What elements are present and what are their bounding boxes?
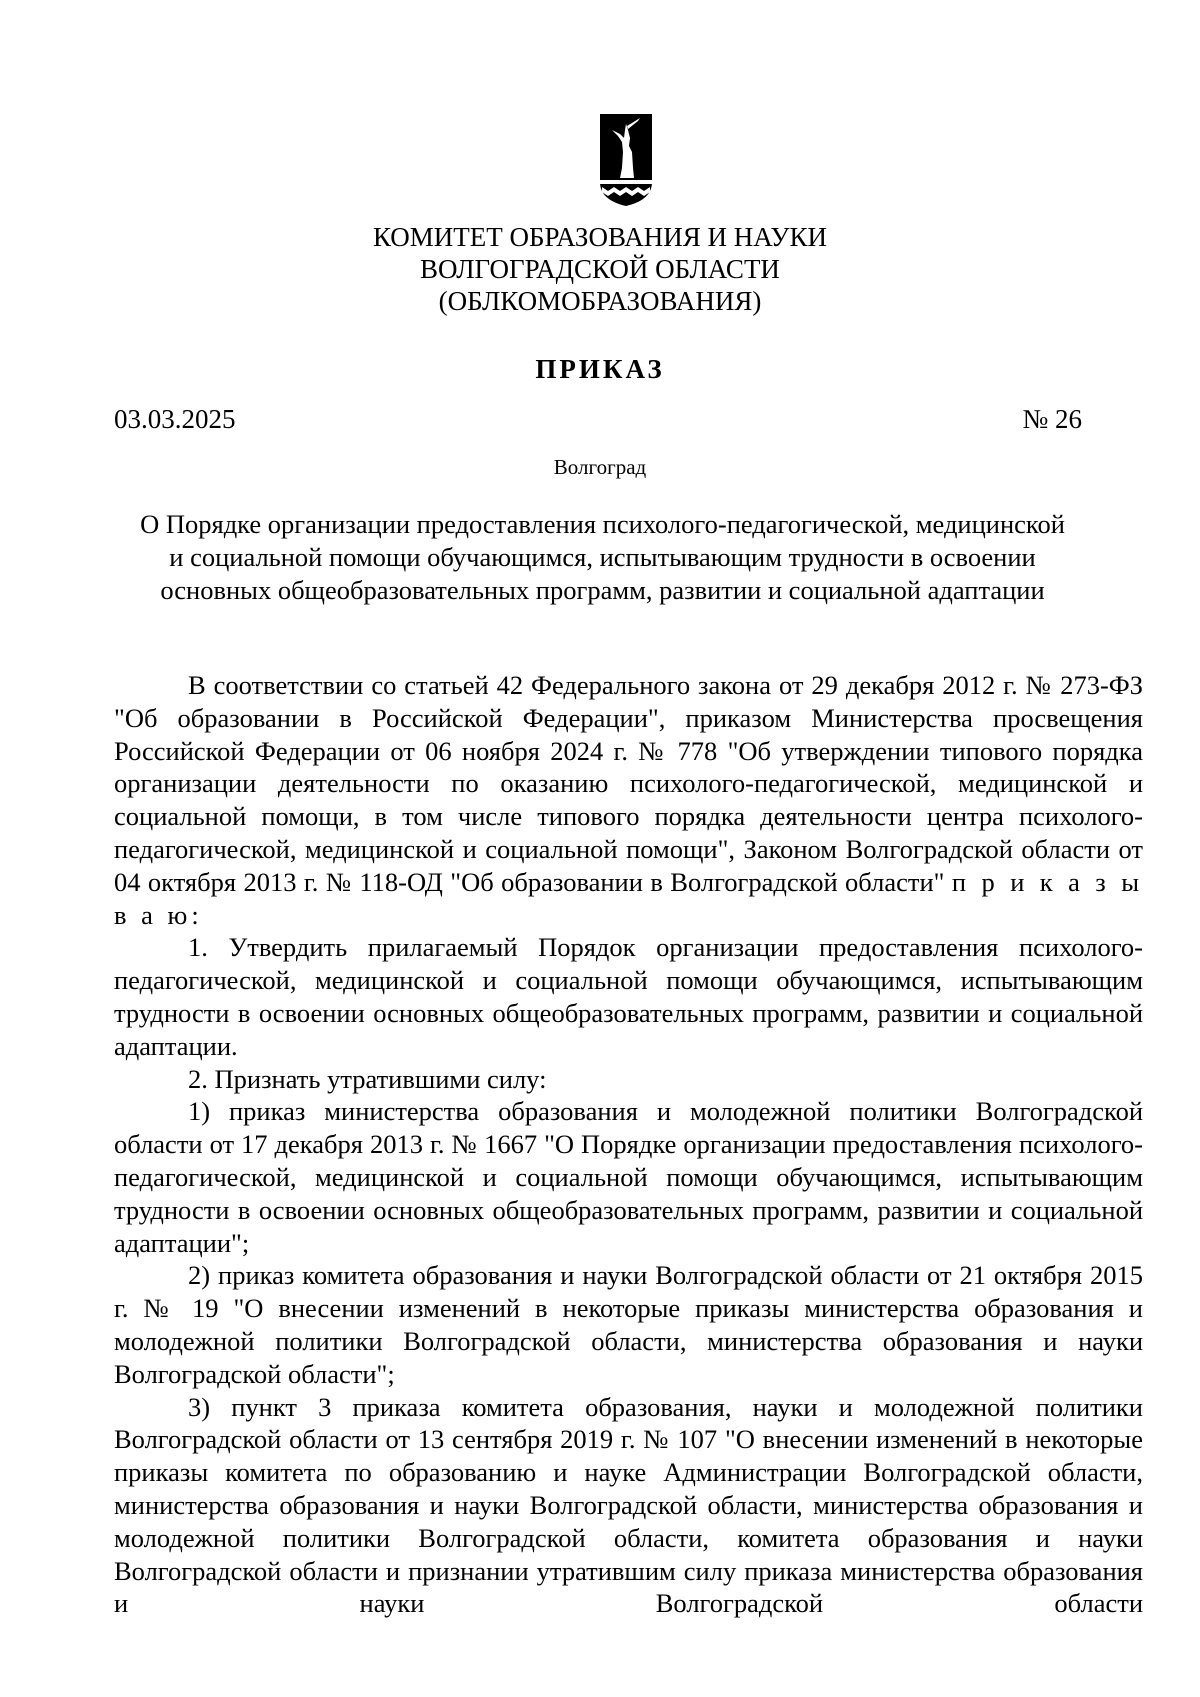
- volgograd-coat-of-arms-icon: [598, 112, 654, 208]
- subject-line-1: О Порядке организации предоставления психолого-педагогической, медицинской: [140, 509, 1065, 539]
- organization-name: [0, 221, 1200, 317]
- preamble-paragraph: [114, 669, 1143, 931]
- order-date: 03.03.2025: [114, 404, 236, 434]
- org-line-3: (ОБЛКОМОБРАЗОВАНИЯ): [438, 286, 762, 316]
- sub-item-1-paragraph: 1) приказ министерства образования и молодежной политики Волгоградской области от 17 декабря 2013 г. № 1667 "О Порядке организации предоставления психолого-педагогической, медицинской и социальной помощи обучающимся, испытывающим трудности в освоении основных общеобразовательных программ, развитии и социальной адаптации";: [114, 1096, 1143, 1258]
- preamble-text: В соответствии со статьей 42 Федерального закона от 29 декабря 2012 г. № 273-ФЗ "Об образовании в Российской Федерации", приказом Министерства просвещения Российской Федерации от 06 ноября 2024 г. № 778 "Об утверждении типового порядка организации деятельности по оказанию психолого-педагогической, медицинской и социальной помощи, в том числе типового порядка деятельности центра психолого-педагогической, медицинской и социальной помощи", Законом Волгоградской области от 04 октября 2013 г. № 118-ОД "Об образовании в Волгоградской области": [114, 670, 1143, 897]
- org-line-1: КОМИТЕТ ОБРАЗОВАНИЯ И НАУКИ: [372, 222, 828, 252]
- org-line-2: ВОЛГОГРАДСКОЙ ОБЛАСТИ: [420, 254, 780, 284]
- item-1-paragraph: 1. Утвердить прилагаемый Порядок организации предоставления психолого-педагогической, медицинской и социальной помощи обучающимся, испытывающим трудности в освоении основных общеобразовательных программ, развитии и социальной адаптации.: [114, 932, 1143, 1061]
- document-type-title: ПРИКАЗ: [535, 354, 665, 384]
- subject-line-2: и социальной помощи обучающимся, испытывающим трудности в освоении: [169, 542, 1036, 572]
- order-number: № 26: [1022, 404, 1082, 434]
- order-subject: [110, 508, 1095, 607]
- city-name: Волгоград: [553, 455, 647, 479]
- subject-line-3: основных общеобразовательных программ, развитии и социальной адаптации: [160, 575, 1045, 605]
- order-body: [114, 669, 1143, 1620]
- sub-item-2-paragraph: 2) приказ комитета образования и науки Волгоградской области от 21 октября 2015 г. № 19 "О внесении изменений в некоторые приказы министерства образования и молодежной политики Волгоградской области, министерства образования и науки Волгоградской области";: [114, 1260, 1143, 1389]
- order-word: п р и к а з ы в а ю:: [114, 866, 1144, 930]
- item-2-paragraph: 2. Признать утратившими силу:: [188, 1063, 547, 1094]
- sub-item-3-paragraph: 3) пункт 3 приказа комитета образования, науки и молодежной политики Волгоградской области от 13 сентября 2019 г. № 107 "О внесении изменений в некоторые приказы комитета по образованию и науке Администрации Волгоградской области, министерства образования и науки Волгоградской области, министерства образования и молодежной политики Волгоградской области, комитета образования и науки Волгоградской области и признании утратившим силу приказа министерства образования и науки Волгоградской области: [114, 1391, 1143, 1619]
